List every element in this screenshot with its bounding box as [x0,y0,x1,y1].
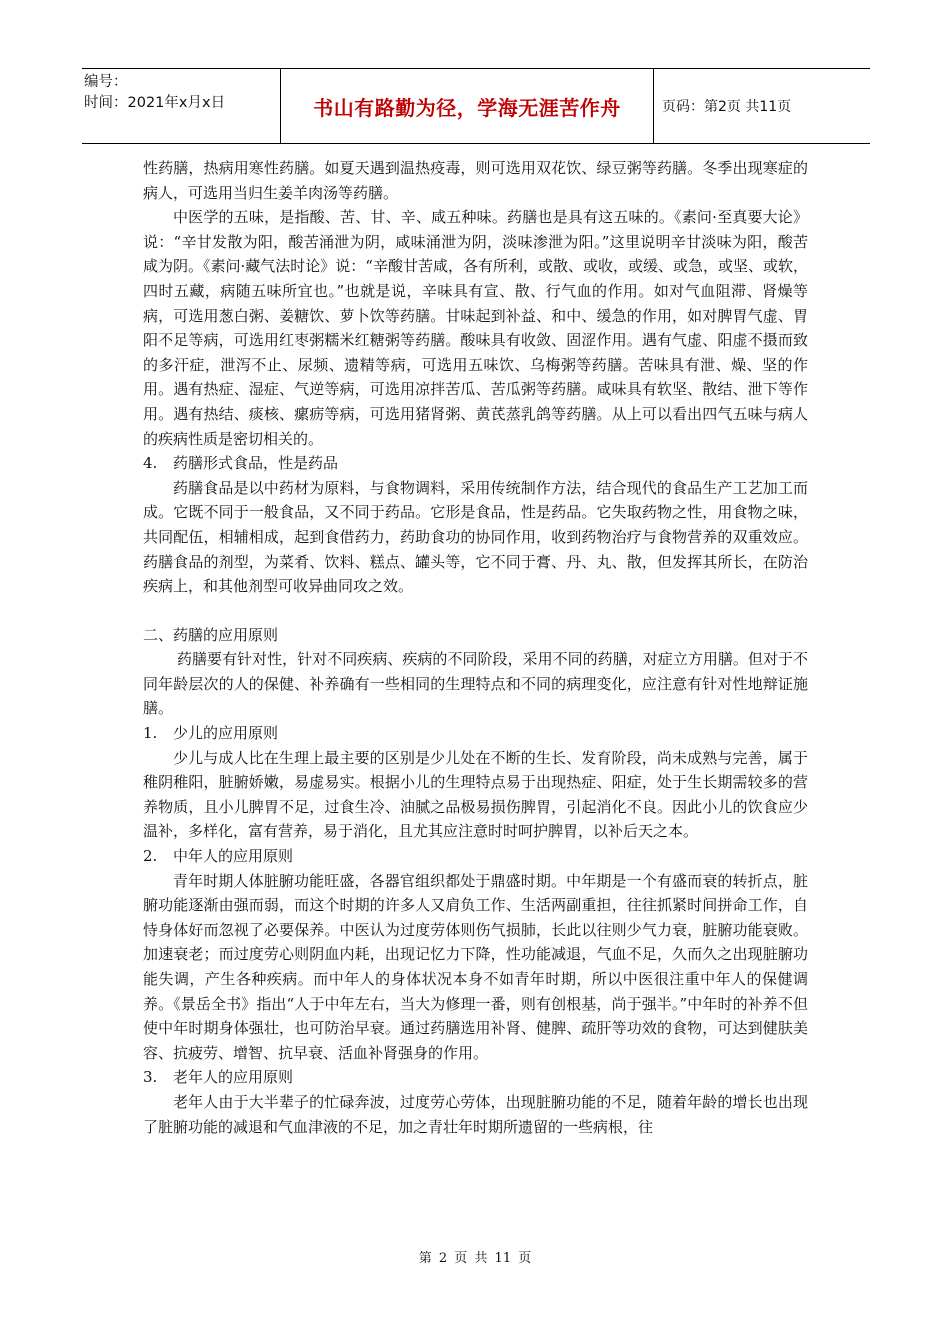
paragraph: 性药膳，热病用寒性药膳。如夏天遇到温热疫毒，则可选用双花饮、绿豆粥等药膳。冬季出现寒症的病人，可选用当归生姜羊肉汤等药膳。 [143,159,808,202]
section-number: 4. [143,454,158,473]
section-title: 药膳形式食品，性是药品 [173,454,339,473]
header-motto: 书山有路勤为径，学海无涯苦作舟 [313,95,621,120]
section-number: 3. [143,1068,158,1087]
document-number-label: 编号： [84,74,128,90]
header-page-info-cell [654,69,870,143]
section-title: 老年人的应用原则 [173,1068,294,1087]
paragraph: 青年时期人体脏腑功能旺盛，各器官组织都处于鼎盛时期。中年期是一个有盛而衰的转折点，脏腑功能逐渐由强而弱，而这个时期的许多人又肩负工作、生活两副重担，往往抓紧时间拼命工作，自恃身体好而忽视了必要保养。中医认为过度劳体则伤气损肺，长此以往则少气力衰，脏腑功能衰败。加速衰老；而过度劳心则阴血内耗，出现记忆力下降，性功能减退，气血不足，久而久之出现脏腑功能失调，产生各种疾病。而中年人的身体状况本身不如青年时期，所以中医很注重中年人的保健调养。《景岳全书》指出“人于中年左右，当大为修理一番，则有创根基，尚于强半。”中年时的补养不但使中年时期身体强壮，也可防治早衰。通过药膳选用补肾、健脾、疏肝等功效的食物，可达到健肤美容、抗疲劳、增智、抗早衰、活血补肾强身的作用。 [143,871,808,1062]
section-number: 1. [143,724,158,743]
document-date-label: 时间：2021年x月x日 [84,95,226,111]
paragraph: 中医学的五味，是指酸、苦、甘、辛、咸五种味。药膳也是具有这五味的。《素问·至真要大论》说：“辛甘发散为阳，酸苦涌泄为阴，咸味涌泄为阴，淡味渗泄为阳。”这里说明辛甘淡味为阳，酸苦咸为阴。《素问·藏气法时论》说：“辛酸甘苦咸，各有所利，或散、或收，或缓、或急，或坚、或软，四时五藏，病随五味所宜也。”也就是说，辛味具有宣、散、行气血的作用。如对气血阻滞、肾燥等病，可选用葱白粥、姜糖饮、萝卜饮等药膳。甘味起到补益、和中、缓急的作用，如对脾胃气虚、胃阳不足等病，可选用红枣粥糯米红糖粥等药膳。酸味具有收敛、固涩作用。遇有气虚、阳虚不摄而致的多汗症，泄泻不止、尿频、遗精等病，可选用五味饮、乌梅粥等药膳。苦味具有泄、燥、坚的作用。遇有热症、湿症、气逆等病，可选用凉拌苦瓜、苦瓜粥等药膳。咸味具有软坚、散结、泄下等作用。遇有热结、痰核、瘰疬等病，可选用猪肾粥、黄芪蒸乳鸽等药膳。从上可以看出四气五味与病人的疾病性质是密切相关的。 [143,208,808,448]
section-heading [143,721,808,746]
section-title: 中年人的应用原则 [173,847,294,866]
section-heading [143,451,808,476]
header-meta [82,69,281,143]
section-heading [143,1065,808,1090]
paragraph: 老年人由于大半辈子的忙碌奔波，过度劳心劳体，出现脏腑功能的不足，随着年龄的增长也出现了脏腑功能的减退和气血津液的不足，加之青壮年时期所遗留的一些病根，往 [143,1092,808,1136]
page-footer: 第 2 页 共 11 页 [418,1251,532,1266]
paragraph: 少儿与成人比在生理上最主要的区别是少儿处在不断的生长、发育阶段，尚未成熟与完善，属于稚阴稚阳，脏腑娇嫩，易虚易实。根据小儿的生理特点易于出现热症、阳症，处于生长期需较多的营养物质，且小儿脾胃不足，过食生冷、油腻之品极易损伤脾胃，引起消化不良。因此小儿的饮食应少温补，多样化，富有营养，易于消化，且尤其应注意时时呵护脾胃，以补后天之本。 [143,748,808,841]
page-header [82,68,870,144]
section-heading [143,844,808,869]
header-page-info: 页码：第2页 共11页 [662,99,792,115]
paragraph: 药膳要有针对性，针对不同疾病、疾病的不同阶段，采用不同的药膳，对症立方用膳。但对于不同年龄层次的人的保健、补养确有一些相同的生理特点和不同的病理变化，应注意有针对性地辩证施膳。 [143,650,808,718]
section-number: 2. [143,847,158,866]
blank-line [143,599,808,623]
chapter-heading: 二、药膳的应用原则 [143,625,279,644]
section-title: 少儿的应用原则 [173,724,279,743]
header-motto-cell [281,69,654,143]
paragraph: 药膳食品是以中药材为原料，与食物调料，采用传统制作方法，结合现代的食品生产工艺加工而成。它既不同于一般食品，又不同于药品。它形是食品，性是药品。它失取药物之性，用食物之味，共同配伍，相辅相成，起到食借药力，药助食功的协同作用，收到药物治疗与食物营养的双重效应。药膳食品的剂型，为菜肴、饮料、糕点、罐头等，它不同于膏、丹、丸、散，但发挥其所长，在防治疾病上，和其他剂型可收异曲同攻之效。 [143,478,808,596]
document-body [143,156,808,1139]
